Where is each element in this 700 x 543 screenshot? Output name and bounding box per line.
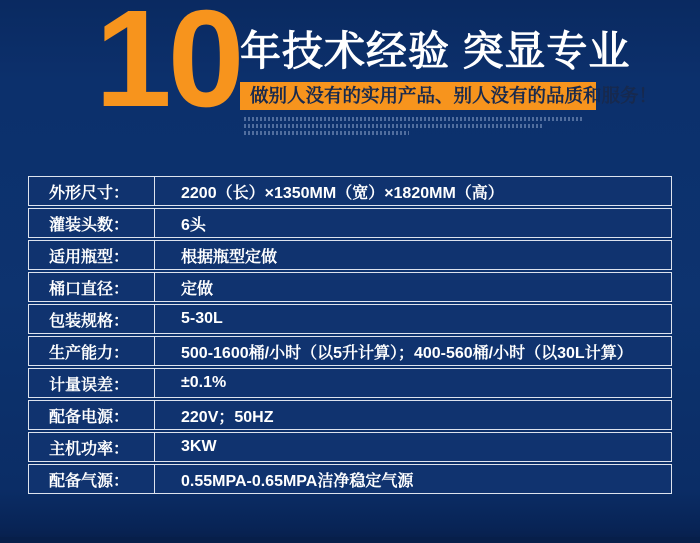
spec-label: 配备气源： [29,465,155,493]
spec-row [28,272,672,302]
big-number-10: 10 [95,0,241,136]
spec-table [28,176,672,496]
spec-value: 500-1600桶/小时（以5升计算）；400-560桶/小时（以30L计算） [181,344,633,362]
spec-value: 3KW [181,438,217,455]
spec-row [28,304,672,334]
spec-label: 配备电源： [29,401,155,429]
spec-value: 2200（长）×1350MM（宽）×1820MM（高） [181,184,504,202]
spec-label: 包装规格： [29,305,155,333]
fine-print-line [244,124,544,128]
spec-row [28,176,672,206]
spec-row [28,336,672,366]
fine-print-line [244,131,409,135]
fine-print-line [244,117,584,121]
fine-print [244,117,620,135]
spec-row [28,464,672,494]
hero-banner: 做别人没有的实用产品、别人没有的品质和服务！ [240,82,596,110]
spec-value: 0.55MPA-0.65MPA洁净稳定气源 [181,472,414,490]
hero-text-block [240,26,658,138]
spec-row [28,400,672,430]
hero-title: 年技术经验 突显专业 [240,28,631,74]
spec-value: 220V；50HZ [181,408,274,426]
spec-label: 生产能力： [29,337,155,365]
spec-value: 5-30L [181,310,223,327]
spec-value: 6头 [181,216,206,234]
bottom-strip [0,537,700,543]
spec-row [28,432,672,462]
spec-row [28,240,672,270]
spec-label: 适用瓶型： [29,241,155,269]
spec-value: 根据瓶型定做 [181,248,278,266]
spec-label: 计量误差： [29,369,155,397]
spec-row [28,368,672,398]
spec-value: 定做 [181,280,214,298]
spec-value: ±0.1% [181,374,227,391]
spec-label: 灌装头数： [29,209,155,237]
spec-label: 桶口直径： [29,273,155,301]
spec-label: 主机功率： [29,433,155,461]
spec-label: 外形尺寸： [29,177,155,205]
spec-row [28,208,672,238]
